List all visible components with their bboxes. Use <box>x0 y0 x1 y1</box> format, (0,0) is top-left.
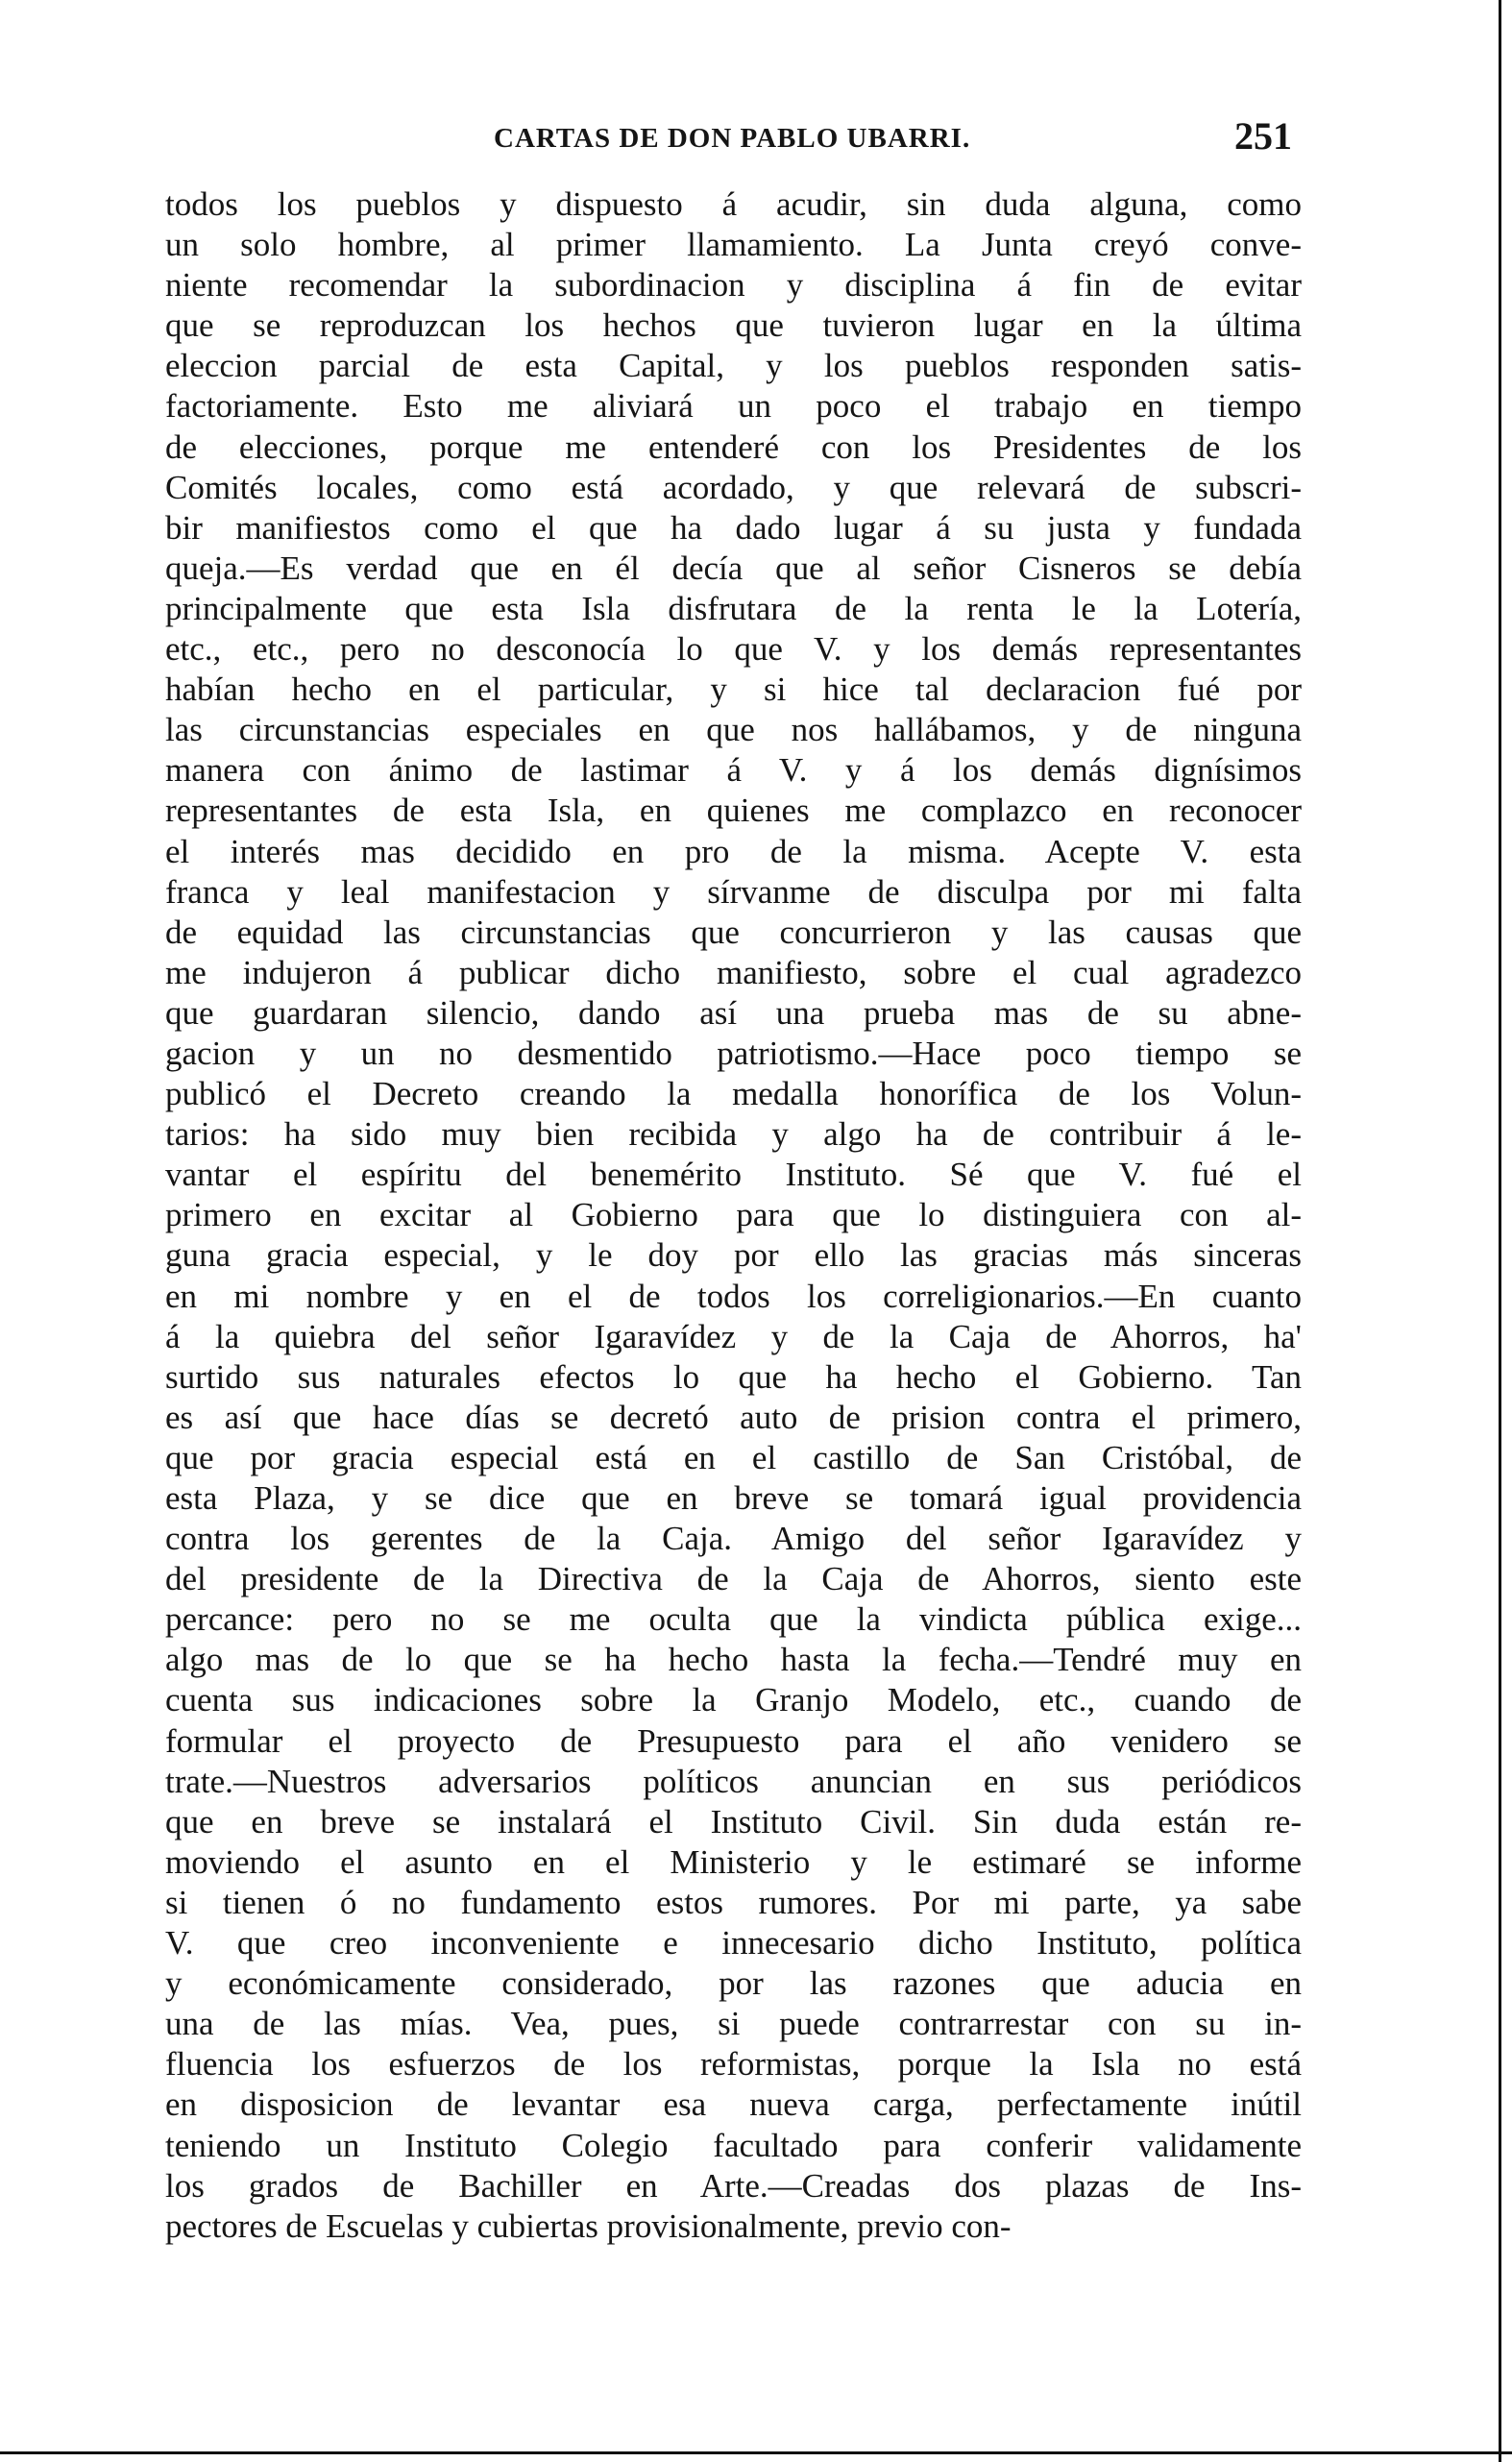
text-line: algo mas de lo que se ha hecho hasta la fecha.—Tendré muy en <box>165 1641 1302 1679</box>
text-line: eleccion parcial de esta Capital, y los pueblos responden satis- <box>165 347 1302 385</box>
page-edge-bottom <box>0 2451 1512 2454</box>
text-line: gacion y un no desmentido patriotismo.—Hace poco tiempo se <box>165 1034 1302 1072</box>
page-edge-right <box>1499 0 1501 2462</box>
text-line: que guardaran silencio, dando así una prueba mas de su abne- <box>165 993 1302 1032</box>
text-line: de equidad las circunstancias que concurrieron y las causas que <box>165 913 1302 951</box>
text-line: primero en excitar al Gobierno para que lo distinguiera con al- <box>165 1196 1302 1234</box>
text-line: es así que hace días se decretó auto de prision contra el primero, <box>165 1398 1302 1436</box>
text-line: contra los gerentes de la Caja. Amigo del señor Igaravídez y <box>165 1520 1302 1558</box>
text-line: habían hecho en el particular, y si hice tal declaracion fué por <box>165 670 1302 709</box>
text-line: que por gracia especial está en el castillo de San Cristóbal, de <box>165 1438 1302 1476</box>
text-line: percance: pero no se me oculta que la vindicta pública exige... <box>165 1600 1302 1639</box>
text-line: si tienen ó no fundamento estos rumores. Por mi parte, ya sabe <box>165 1883 1302 1921</box>
text-line: guna gracia especial, y le doy por ello las gracias más sinceras <box>165 1236 1302 1275</box>
text-line: manera con ánimo de lastimar á V. y á los demás dignísimos <box>165 751 1302 790</box>
running-title: CARTAS DE DON PABLO UBARRI. <box>494 123 971 154</box>
text-line: las circunstancias especiales en que nos hallábamos, y de ninguna <box>165 711 1302 749</box>
text-line: que se reproduzcan los hechos que tuvieron lugar en la última <box>165 306 1302 345</box>
letter-body <box>165 184 1302 2247</box>
text-line: niente recomendar la subordinacion y disciplina á fin de evitar <box>165 266 1302 305</box>
text-line: un solo hombre, al primer llamamiento. La Junta creyó conve- <box>165 226 1302 264</box>
text-line: teniendo un Instituto Colegio facultado para conferir validamente <box>165 2126 1302 2164</box>
text-line: una de las mías. Vea, pues, si puede contrarrestar con su in- <box>165 2005 1302 2043</box>
text-line: franca y leal manifestacion y sírvanme de disculpa por mi falta <box>165 872 1302 911</box>
text-line: etc., etc., pero no desconocía lo que V. y los demás representantes <box>165 630 1302 669</box>
text-line: y económicamente considerado, por las razones que aducia en <box>165 1964 1302 2003</box>
text-line: esta Plaza, y se dice que en breve se tomará igual providencia <box>165 1479 1302 1517</box>
text-line: surtido sus naturales efectos lo que ha hecho el Gobierno. Tan <box>165 1357 1302 1396</box>
text-line: en disposicion de levantar esa nueva carga, perfectamente inútil <box>165 2085 1302 2124</box>
text-line: queja.—Es verdad que en él decía que al señor Cisneros se debía <box>165 548 1302 587</box>
text-line: moviendo el asunto en el Ministerio y le estimaré se informe <box>165 1842 1302 1881</box>
text-line: V. que creo inconveniente e innecesario dicho Instituto, política <box>165 1924 1302 1962</box>
text-line: publicó el Decreto creando la medalla honorífica de los Volun- <box>165 1075 1302 1113</box>
text-line: á la quiebra del señor Igaravídez y de la Caja de Ahorros, ha' <box>165 1317 1302 1355</box>
text-line: todos los pueblos y dispuesto á acudir, sin duda alguna, como <box>165 185 1302 223</box>
text-line: cuenta sus indicaciones sobre la Granjo Modelo, etc., cuando de <box>165 1681 1302 1719</box>
text-line: que en breve se instalará el Instituto Civil. Sin duda están re- <box>165 1802 1302 1840</box>
text-line: los grados de Bachiller en Arte.—Creadas dos plazas de Ins- <box>165 2166 1302 2205</box>
text-line: factoriamente. Esto me aliviará un poco el trabajo en tiempo <box>165 387 1302 426</box>
text-line: de elecciones, porque me entenderé con los Presidentes de los <box>165 427 1302 466</box>
text-line: fluencia los esfuerzos de los reformistas, porque la Isla no está <box>165 2045 1302 2084</box>
page-header <box>165 113 1302 171</box>
text-line: trate.—Nuestros adversarios políticos anuncian en sus periódicos <box>165 1762 1302 1800</box>
page-number: 251 <box>1234 114 1292 158</box>
text-line: bir manifiestos como el que ha dado lugar á su justa y fundada <box>165 508 1302 547</box>
text-line: formular el proyecto de Presupuesto para el año venidero se <box>165 1721 1302 1760</box>
text-line: representantes de esta Isla, en quienes me complazco en reconocer <box>165 792 1302 830</box>
text-line: pectores de Escuelas y cubiertas provisionalmente, previo con- <box>165 2206 1012 2245</box>
text-line: me indujeron á publicar dicho manifiesto, sobre el cual agradezco <box>165 953 1302 991</box>
text-line: el interés mas decidido en pro de la misma. Acepte V. esta <box>165 832 1302 870</box>
text-line: Comités locales, como está acordado, y que relevará de subscri- <box>165 468 1302 506</box>
text-line: principalmente que esta Isla disfrutara de la renta le la Lotería, <box>165 589 1302 627</box>
text-line: en mi nombre y en el de todos los correligionarios.—En cuanto <box>165 1277 1302 1315</box>
text-line: del presidente de la Directiva de la Caja de Ahorros, siento este <box>165 1560 1302 1598</box>
text-line: tarios: ha sido muy bien recibida y algo ha de contribuir á le- <box>165 1115 1302 1154</box>
text-line: vantar el espíritu del benemérito Instituto. Sé que V. fué el <box>165 1156 1302 1194</box>
